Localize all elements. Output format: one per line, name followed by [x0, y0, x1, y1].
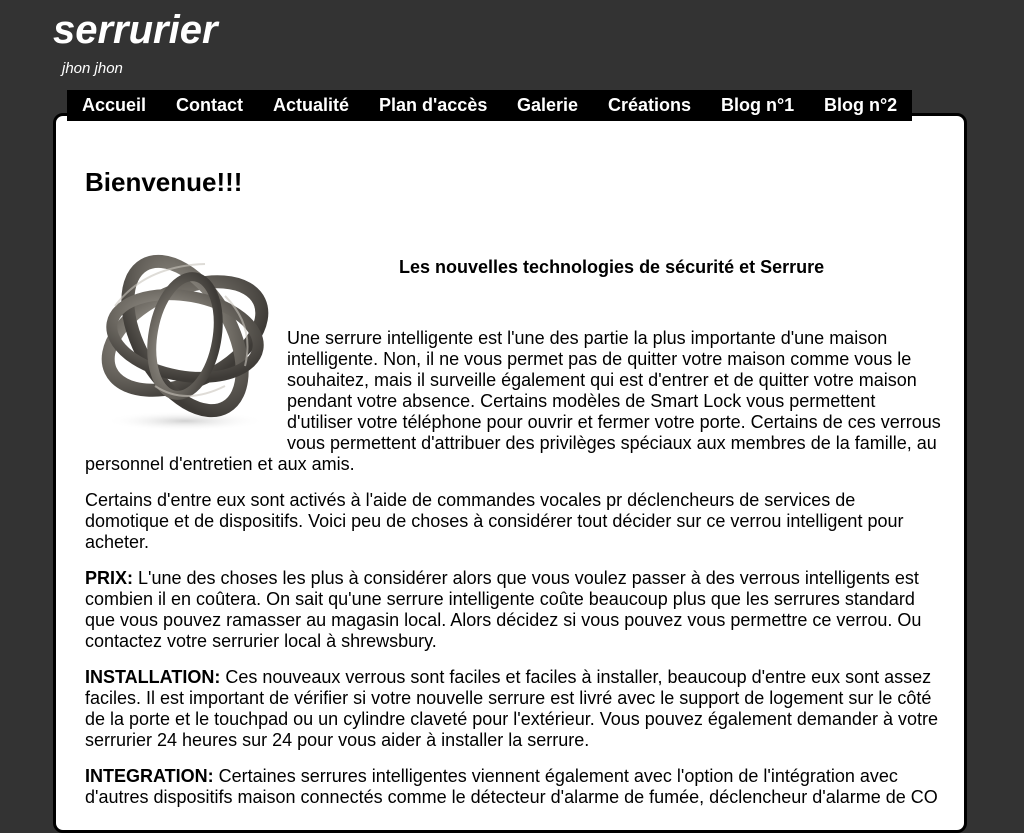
paragraph-text: Ces nouveaux verrous sont faciles et faciles à installer, beaucoup d'entre eux sont assez faciles. Il est important de vérifier si votre nouvelle serrure est livré avec le support de logement sur le côté de la porte et le touchpad ou un cylindre claveté pour l'extérieur. Vous pouvez également demander à votre serrurier 24 heures sur 24 pour vous aider à installer la serrure.	[85, 667, 938, 750]
subheading: Les nouvelles technologies de sécurité et Serrure	[399, 257, 825, 277]
site-header	[0, 0, 1024, 90]
nav-item-contact[interactable]: Contact	[176, 95, 243, 115]
nav-item-blog-2[interactable]: Blog n°2	[824, 95, 898, 115]
paragraph-label: INTEGRATION:	[85, 766, 214, 786]
paragraph-text: Certains d'entre eux sont activés à l'aide de commandes vocales pr déclencheurs de services de domotique et de dispositifs. Voici peu de choses à considérer tout décider sur ce verrou intelligent pour acheter.	[85, 490, 904, 552]
nav-item-blog-1[interactable]: Blog n°1	[721, 95, 795, 115]
paragraph-label: PRIX:	[85, 568, 134, 588]
image-spacer	[85, 328, 287, 454]
paragraph	[85, 667, 943, 751]
article-body	[85, 328, 943, 823]
page-heading: Bienvenue!!!	[85, 167, 243, 197]
nav-item-plan-acces[interactable]: Plan d'accès	[379, 95, 488, 115]
nav-item-accueil[interactable]: Accueil	[82, 95, 147, 115]
site-tagline: jhon jhon	[62, 60, 123, 77]
nav-item-actualite[interactable]: Actualité	[273, 95, 350, 115]
content-box	[53, 113, 967, 833]
nav-item-galerie[interactable]: Galerie	[517, 95, 579, 115]
paragraph-label: INSTALLATION:	[85, 667, 221, 687]
paragraph	[85, 490, 943, 553]
paragraph-text: L'une des choses les plus à considérer alors que vous voulez passer à des verrous intelligents est combien il en coûtera. On sait qu'une serrure intelligente coûte beaucoup plus que les serrures standard que vous pouvez ramasser au magasin local. Alors décidez si vous pouvez vous permettre ce verrou. Ou contactez votre serrurier local à shrewsbury.	[85, 568, 922, 651]
paragraph	[85, 328, 943, 475]
paragraph	[85, 766, 943, 808]
paragraph-text: Certaines serrures intelligentes viennent également avec l'option de l'intégration avec d'autres dispositifs maison connectés comme le détecteur d'alarme de fumée, déclencheur d'alarme de CO	[85, 766, 938, 807]
paragraph	[85, 568, 943, 652]
paragraph-text: Une serrure intelligente est l'une des partie la plus importante d'une maison intelligente. Non, il ne vous permet pas de quitter votre maison comme vous le souhaitez, mais il surveille également qui est d'entrer et de quitter votre maison pendant votre absence. Certains modèles de Smart Lock vous permettent d'utiliser votre téléphone pour ouvrir et fermer votre porte. Certains de ces verrous vous permettent d'attribuer des privilèges spéciaux aux membres de la famille, au personnel d'entretien et aux amis.	[85, 328, 941, 474]
site-title[interactable]: serrurier	[53, 8, 218, 52]
main-nav	[67, 90, 912, 121]
nav-item-creations[interactable]: Créations	[608, 95, 692, 115]
